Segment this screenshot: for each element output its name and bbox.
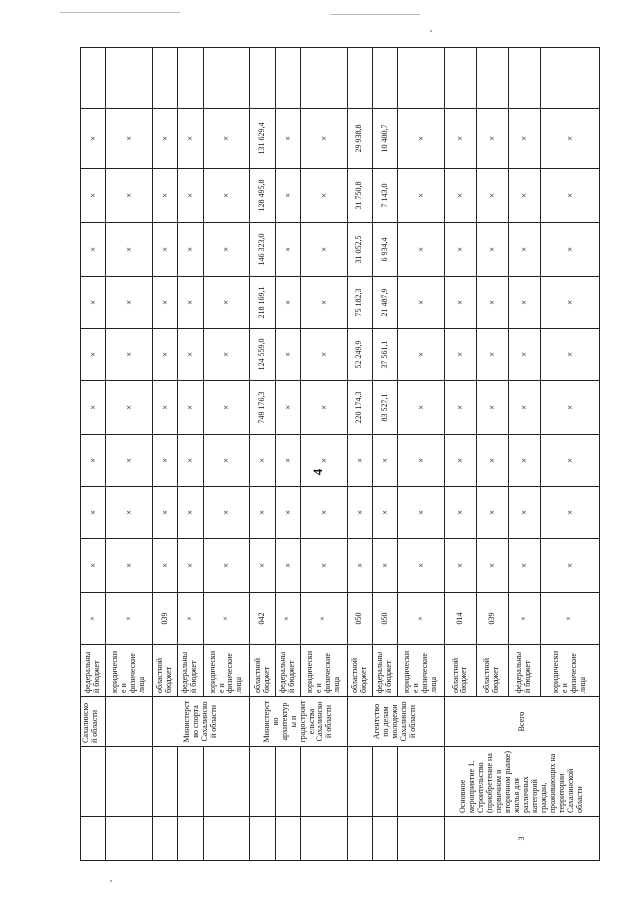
value-cell: × xyxy=(398,277,445,329)
funding-source-cell: федеральный бюджет xyxy=(508,645,540,697)
measure-name-cell xyxy=(81,747,106,817)
value-cell: × xyxy=(508,109,540,169)
table-row xyxy=(81,48,106,861)
row-number-cell xyxy=(81,817,106,861)
measure-name-cell xyxy=(178,747,203,817)
value-cell: × xyxy=(508,277,540,329)
code-cell: × xyxy=(398,593,445,645)
value-cell: × xyxy=(153,381,178,435)
value-cell: × xyxy=(106,435,153,487)
value-cell: × xyxy=(203,169,250,223)
value-cell: × xyxy=(398,329,445,381)
value-cell: × xyxy=(81,329,106,381)
table-row xyxy=(347,48,372,861)
page-number: 4 xyxy=(310,468,325,476)
value-cell: 749 176,3 xyxy=(250,381,275,435)
value-cell: × xyxy=(540,169,599,223)
row-number-cell xyxy=(398,817,445,861)
value-cell: × xyxy=(540,277,599,329)
value-cell: 37 561,1 xyxy=(372,329,397,381)
value-cell: × xyxy=(250,435,275,487)
funding-source-cell: областной бюджет xyxy=(153,645,178,697)
value-cell: × xyxy=(250,539,275,593)
funding-source-cell: юридические и физические лица xyxy=(300,645,347,697)
value-cell: × xyxy=(106,329,153,381)
value-cell: × xyxy=(445,329,477,381)
trailing-cell xyxy=(81,48,106,109)
funding-source-cell: федеральный бюджет xyxy=(81,645,106,697)
value-cell: × xyxy=(398,435,445,487)
value-cell: × xyxy=(81,169,106,223)
trailing-cell xyxy=(300,48,347,109)
value-cell: × xyxy=(476,277,508,329)
value-cell: × xyxy=(153,539,178,593)
budget-table xyxy=(80,47,600,861)
value-cell: × xyxy=(476,169,508,223)
value-cell: × xyxy=(300,487,347,539)
value-cell: 146 323,0 xyxy=(250,223,275,277)
value-cell: 6 934,4 xyxy=(372,223,397,277)
value-cell: × xyxy=(81,435,106,487)
responsible-cell: Министерство спорта Сахалинской области xyxy=(153,697,250,747)
value-cell: × xyxy=(540,487,599,539)
value-cell: × xyxy=(476,109,508,169)
code-cell: 050 xyxy=(372,593,397,645)
value-cell: × xyxy=(445,109,477,169)
value-cell: 7 143,0 xyxy=(372,169,397,223)
value-cell: 128 495,8 xyxy=(250,169,275,223)
value-cell: × xyxy=(372,435,397,487)
measure-name-cell xyxy=(275,747,300,817)
funding-source-cell: федеральный бюджет xyxy=(275,645,300,697)
code-cell: 039 xyxy=(476,593,508,645)
value-cell: × xyxy=(540,223,599,277)
trailing-cell xyxy=(178,48,203,109)
value-cell: × xyxy=(476,435,508,487)
value-cell: × xyxy=(398,539,445,593)
value-cell: × xyxy=(106,381,153,435)
value-cell: × xyxy=(347,435,372,487)
value-cell: × xyxy=(398,381,445,435)
value-cell: × xyxy=(203,381,250,435)
value-cell: × xyxy=(540,109,599,169)
value-cell: 31 750,8 xyxy=(347,169,372,223)
value-cell: × xyxy=(476,223,508,277)
table-row xyxy=(250,48,275,861)
value-cell: × xyxy=(508,539,540,593)
value-cell: 75 182,3 xyxy=(347,277,372,329)
value-cell: × xyxy=(81,277,106,329)
value-cell: × xyxy=(300,223,347,277)
value-cell: 52 249,9 xyxy=(347,329,372,381)
responsible-cell: Всего xyxy=(445,697,600,747)
value-cell: × xyxy=(398,223,445,277)
value-cell: × xyxy=(508,169,540,223)
table-row xyxy=(445,48,477,861)
measure-name-cell xyxy=(203,747,250,817)
code-cell: × xyxy=(106,593,153,645)
value-cell: × xyxy=(203,435,250,487)
scan-artifact xyxy=(60,12,180,13)
value-cell: × xyxy=(81,539,106,593)
value-cell: × xyxy=(300,539,347,593)
value-cell: × xyxy=(203,487,250,539)
value-cell: × xyxy=(203,109,250,169)
value-cell: × xyxy=(153,109,178,169)
value-cell: × xyxy=(106,109,153,169)
value-cell: × xyxy=(275,329,300,381)
value-cell: × xyxy=(508,223,540,277)
scan-artifact xyxy=(110,880,112,882)
value-cell: × xyxy=(540,329,599,381)
value-cell: × xyxy=(275,539,300,593)
measure-name-cell xyxy=(106,747,153,817)
value-cell: × xyxy=(178,109,203,169)
row-number-cell xyxy=(178,817,203,861)
row-number-cell xyxy=(153,817,178,861)
value-cell: × xyxy=(153,277,178,329)
value-cell: × xyxy=(178,539,203,593)
value-cell: × xyxy=(300,329,347,381)
value-cell: × xyxy=(275,487,300,539)
trailing-cell xyxy=(106,48,153,109)
funding-source-cell: областной бюджет xyxy=(347,645,372,697)
funding-source-cell: областной бюджет xyxy=(250,645,275,697)
scan-artifact xyxy=(330,14,420,15)
value-cell: × xyxy=(203,539,250,593)
value-cell: × xyxy=(81,381,106,435)
code-cell: × xyxy=(275,593,300,645)
funding-source-cell: юридические и физические лица xyxy=(398,645,445,697)
value-cell: × xyxy=(106,277,153,329)
value-cell: 218 169,1 xyxy=(250,277,275,329)
value-cell: × xyxy=(445,223,477,277)
value-cell: × xyxy=(508,329,540,381)
value-cell: × xyxy=(81,109,106,169)
code-cell: 014 xyxy=(445,593,477,645)
value-cell: × xyxy=(445,539,477,593)
value-cell: × xyxy=(275,277,300,329)
value-cell: × xyxy=(398,487,445,539)
budget-table-rotated xyxy=(80,48,600,861)
value-cell: × xyxy=(372,539,397,593)
value-cell: × xyxy=(178,435,203,487)
value-cell: × xyxy=(275,381,300,435)
row-number-cell xyxy=(203,817,250,861)
value-cell: × xyxy=(540,381,599,435)
value-cell: × xyxy=(153,435,178,487)
value-cell: × xyxy=(508,435,540,487)
value-cell: × xyxy=(275,435,300,487)
funding-source-cell: юридические и физические лица xyxy=(106,645,153,697)
value-cell: × xyxy=(398,109,445,169)
value-cell: × xyxy=(476,381,508,435)
code-cell: 050 xyxy=(347,593,372,645)
value-cell: × xyxy=(106,169,153,223)
value-cell: × xyxy=(203,223,250,277)
value-cell: × xyxy=(178,277,203,329)
value-cell: 124 559,0 xyxy=(250,329,275,381)
value-cell: × xyxy=(540,435,599,487)
code-cell: 042 xyxy=(250,593,275,645)
value-cell: × xyxy=(300,381,347,435)
value-cell: × xyxy=(476,487,508,539)
funding-source-cell: федеральный бюджет xyxy=(178,645,203,697)
code-cell: × xyxy=(81,593,106,645)
trailing-cell xyxy=(250,48,275,109)
value-cell: × xyxy=(398,169,445,223)
trailing-cell xyxy=(347,48,372,109)
value-cell: 31 052,5 xyxy=(347,223,372,277)
measure-name-cell: Основное мероприятие 1. Строительство (приобретение на первичном и вторичном рынке) жилья для различных категорий граждан, проживающих на территории Сахалинской области xyxy=(445,747,600,817)
value-cell: 220 174,3 xyxy=(347,381,372,435)
trailing-cell xyxy=(398,48,445,109)
value-cell: 10 400,7 xyxy=(372,109,397,169)
value-cell: × xyxy=(178,487,203,539)
value-cell: 29 938,8 xyxy=(347,109,372,169)
measure-name-cell xyxy=(300,747,347,817)
code-cell: × xyxy=(178,593,203,645)
code-cell: × xyxy=(300,593,347,645)
trailing-cell xyxy=(540,48,599,109)
responsible-cell: Министерство архитектуры и градостроительства Сахалинской области xyxy=(250,697,347,747)
measure-name-cell xyxy=(398,747,445,817)
value-cell: × xyxy=(476,539,508,593)
code-cell: × xyxy=(540,593,599,645)
code-cell: × xyxy=(203,593,250,645)
value-cell: × xyxy=(153,487,178,539)
value-cell: × xyxy=(275,109,300,169)
value-cell: × xyxy=(275,223,300,277)
value-cell: × xyxy=(347,487,372,539)
value-cell: × xyxy=(178,169,203,223)
row-number-cell: 3 xyxy=(445,817,600,861)
value-cell: × xyxy=(445,169,477,223)
trailing-cell xyxy=(476,48,508,109)
scan-artifact xyxy=(430,30,432,32)
responsible-cell xyxy=(106,697,153,747)
value-cell: × xyxy=(300,277,347,329)
funding-source-cell: областной бюджет xyxy=(445,645,477,697)
value-cell: × xyxy=(178,381,203,435)
trailing-cell xyxy=(445,48,477,109)
value-cell: × xyxy=(300,435,347,487)
value-cell: × xyxy=(250,487,275,539)
value-cell: × xyxy=(508,487,540,539)
responsible-cell: Агентство по делам молодежи Сахалинской области xyxy=(347,697,444,747)
value-cell: 83 527,1 xyxy=(372,381,397,435)
funding-source-cell: областной бюджет xyxy=(476,645,508,697)
value-cell: × xyxy=(153,329,178,381)
row-number-cell xyxy=(250,817,275,861)
value-cell: × xyxy=(372,487,397,539)
measure-name-cell xyxy=(153,747,178,817)
trailing-cell xyxy=(508,48,540,109)
value-cell: × xyxy=(203,329,250,381)
table-row xyxy=(106,48,153,861)
value-cell: × xyxy=(476,329,508,381)
value-cell: × xyxy=(445,381,477,435)
value-cell: × xyxy=(445,277,477,329)
value-cell: × xyxy=(81,223,106,277)
row-number-cell xyxy=(347,817,372,861)
value-cell: × xyxy=(508,381,540,435)
value-cell: × xyxy=(445,435,477,487)
code-cell: × xyxy=(508,593,540,645)
value-cell: × xyxy=(275,169,300,223)
responsible-cell: Сахалинской области xyxy=(81,697,106,747)
value-cell: × xyxy=(153,169,178,223)
trailing-cell xyxy=(153,48,178,109)
row-number-cell xyxy=(372,817,397,861)
measure-name-cell xyxy=(372,747,397,817)
code-cell: 039 xyxy=(153,593,178,645)
value-cell: × xyxy=(106,223,153,277)
value-cell: × xyxy=(445,487,477,539)
value-cell: × xyxy=(300,109,347,169)
row-number-cell xyxy=(106,817,153,861)
value-cell: × xyxy=(203,277,250,329)
value-cell: × xyxy=(178,329,203,381)
trailing-cell xyxy=(275,48,300,109)
value-cell: 131 629,4 xyxy=(250,109,275,169)
funding-source-cell: юридические и физические лица xyxy=(540,645,599,697)
row-number-cell xyxy=(300,817,347,861)
trailing-cell xyxy=(203,48,250,109)
value-cell: × xyxy=(178,223,203,277)
funding-source-cell: федеральный бюджет xyxy=(372,645,397,697)
value-cell: × xyxy=(153,223,178,277)
value-cell: × xyxy=(106,539,153,593)
funding-source-cell: юридические и физические лица xyxy=(203,645,250,697)
table-row xyxy=(153,48,178,861)
value-cell: × xyxy=(347,539,372,593)
value-cell: 21 487,9 xyxy=(372,277,397,329)
value-cell: × xyxy=(106,487,153,539)
measure-name-cell xyxy=(347,747,372,817)
value-cell: × xyxy=(81,487,106,539)
value-cell: × xyxy=(540,539,599,593)
row-number-cell xyxy=(275,817,300,861)
value-cell: × xyxy=(300,169,347,223)
trailing-cell xyxy=(372,48,397,109)
measure-name-cell xyxy=(250,747,275,817)
